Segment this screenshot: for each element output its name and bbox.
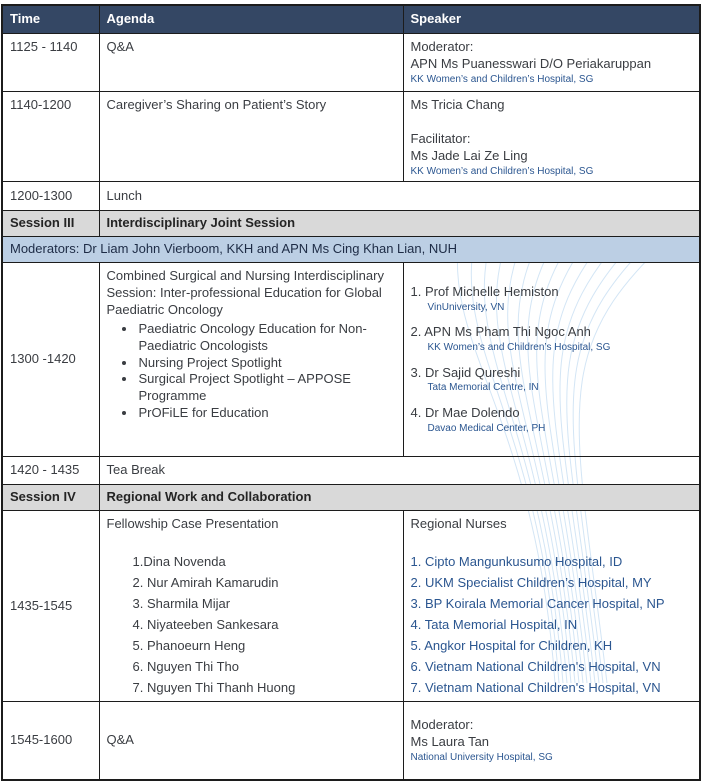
presenter-name: 4. Niyateeben Sankesara [132, 617, 279, 633]
speaker-name: 1. Prof Michelle Hemiston [410, 283, 559, 299]
agenda-cell: Tea Break [99, 457, 700, 485]
column-header-time: Time [2, 5, 99, 33]
presenter-name: 7. Nguyen Thi Thanh Huong [132, 680, 296, 696]
table-header-row [2, 5, 700, 33]
column-header-agenda: Agenda [99, 5, 403, 33]
agenda-cell [99, 511, 403, 702]
hospital-list [411, 551, 693, 698]
speaker-group-title: Regional Nurses [410, 516, 507, 532]
spacer [411, 114, 693, 131]
agenda-bullet: • PrOFiLE for Education [137, 405, 396, 422]
session-title: Interdisciplinary Joint Session [99, 211, 700, 237]
table-row-tea-break [2, 457, 700, 485]
table-row-caregiver-sharing [2, 91, 700, 181]
speaker-name: 4. Dr Mae Dolendo [410, 404, 520, 420]
speaker-cell [403, 702, 700, 780]
speaker-organisation: KK Women’s and Children’s Hospital, SG [410, 165, 594, 177]
table-row-joint-session [2, 263, 700, 457]
agenda-cell: Caregiver’s Sharing on Patient’s Story [99, 91, 403, 181]
agenda-bullet: • Paediatric Oncology Education for Non-Paediatric Oncologists [137, 321, 396, 355]
speaker-organisation: KK Women’s and Children’s Hospital, SG [410, 73, 594, 85]
presenter-name: 1.Dina Novenda [132, 553, 226, 569]
table-row-qa-closing [2, 702, 700, 780]
speaker-cell [403, 33, 700, 91]
speaker-organisation: National University Hospital, SG [410, 751, 553, 763]
table-row-lunch [2, 182, 700, 211]
session-label: Session IV [2, 485, 99, 511]
moderators-banner-row [2, 237, 700, 263]
speaker-entry [411, 324, 693, 354]
time-cell: 1435-1545 [2, 511, 99, 702]
speaker-name: Ms Jade Lai Ze Ling [410, 147, 528, 163]
hospital-name: 1. Cipto Mangunkusumo Hospital, ID [410, 553, 623, 569]
session-header-row-4 [2, 485, 700, 511]
time-cell: 1300 -1420 [2, 263, 99, 457]
spacer [107, 533, 396, 551]
moderators-text: Moderators: Dr Liam John Vierboom, KKH and APN Ms Cing Khan Lian, NUH [2, 237, 700, 263]
agenda-description: Combined Surgical and Nursing Interdisciplinary Session: Inter-professional Education for Global Paediatric Oncology [106, 268, 384, 317]
hospital-name: 2. UKM Specialist Children’s Hospital, MY [410, 575, 652, 590]
time-cell: 1420 - 1435 [2, 457, 99, 485]
hospital-name: 5. Angkor Hospital for Children, KH [410, 638, 613, 654]
time-cell: 1545-1600 [2, 702, 99, 780]
agenda-title: Fellowship Case Presentation [106, 516, 279, 532]
session-header-row-3 [2, 211, 700, 237]
agenda-cell [99, 263, 403, 457]
hospital-name: 4. Tata Memorial Hospital, IN [410, 617, 578, 633]
hospital-name: 3. BP Koirala Memorial Cancer Hospital, NP [410, 596, 665, 612]
agenda-bullet: • Surgical Project Spotlight – APPOSE Programme [137, 371, 396, 405]
speaker-cell [403, 91, 700, 181]
agenda-cell: Q&A [99, 33, 403, 91]
speaker-entry [411, 405, 693, 435]
speaker-role-label: Moderator: [410, 716, 474, 732]
hospital-name: 7. Vietnam National Children's Hospital, VN [410, 680, 661, 696]
speaker-name: Ms Laura Tan [410, 733, 490, 749]
session-label: Session III [2, 211, 99, 237]
hospital-name: 6. Vietnam National Children's Hospital, VN [410, 659, 661, 675]
spacer [411, 533, 693, 551]
session-title: Regional Work and Collaboration [99, 485, 700, 511]
speaker-organisation: VinUniversity, VN [427, 301, 505, 313]
time-cell: 1125 - 1140 [2, 33, 99, 91]
speaker-role-label: Moderator: [410, 38, 474, 54]
agenda-bullet: • Nursing Project Spotlight [137, 355, 396, 372]
agenda-cell: Lunch [99, 182, 700, 211]
presenter-name: 5. Phanoeurn Heng [132, 638, 246, 654]
presenter-name: 2. Nur Amirah Kamarudin [132, 575, 279, 590]
speaker-name: 3. Dr Sajid Qureshi [410, 364, 521, 380]
presenter-list [107, 551, 396, 698]
speaker-organisation: Davao Medical Center, PH [427, 422, 546, 434]
speaker-name: Ms Tricia Chang [410, 96, 505, 112]
column-header-speaker: Speaker [403, 5, 700, 33]
presenter-name: 3. Sharmila Mijar [132, 596, 231, 612]
speaker-role-label: Facilitator: [410, 130, 471, 146]
speaker-entry [411, 365, 693, 395]
speaker-name: APN Ms Puanesswari D/O Periakaruppan [410, 55, 652, 71]
table-row-fellowship-cases [2, 511, 700, 702]
speaker-cell [403, 263, 700, 457]
speaker-entry [411, 284, 693, 314]
speaker-cell [403, 511, 700, 702]
table-row-qa-morning [2, 33, 700, 91]
speaker-organisation: Tata Memorial Centre, IN [427, 382, 539, 394]
presenter-name: 6. Nguyen Thi Tho [132, 659, 239, 675]
agenda-bullet-list [107, 321, 396, 422]
programme-table [1, 4, 701, 781]
time-cell: 1200-1300 [2, 182, 99, 211]
time-cell: 1140-1200 [2, 91, 99, 181]
speaker-name: 2. APN Ms Pham Thi Ngoc Anh [410, 324, 591, 340]
speaker-organisation: KK Women’s and Children’s Hospital, SG [427, 342, 611, 354]
agenda-cell: Q&A [99, 702, 403, 780]
